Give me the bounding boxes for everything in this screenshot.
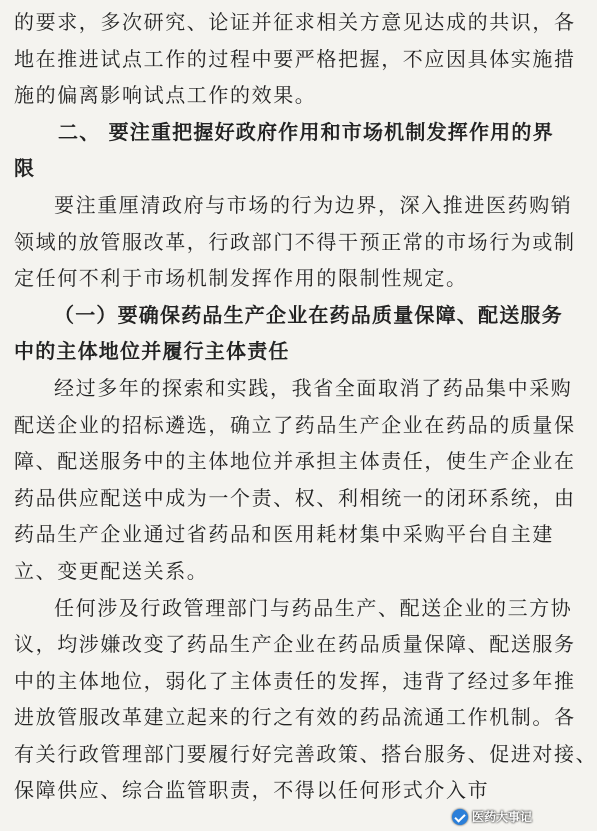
text-line-18: 议，均涉嫌改变了药品生产企业在药品质量保障、配送服务 xyxy=(14,632,576,657)
subsection-heading-1: （一）要确保药品生产企业在药品质量保障、配送服务 xyxy=(54,302,563,327)
text-line-12: 配送企业的招标遴选，确立了药品生产企业在药品的质量保 xyxy=(14,412,576,437)
text-line-1: 的要求，多次研究、论证并征求相关方意见达成的共识，各 xyxy=(14,10,576,34)
text-line-19: 中的主体地位，弱化了主体责任的发挥，违背了经过多年推 xyxy=(14,668,576,693)
watermark xyxy=(452,808,532,825)
watermark-label: 医药大事记 xyxy=(471,810,532,824)
text-line-7: 领域的放管服改革，行政部门不得干预正常的市场行为或制 xyxy=(14,229,576,254)
subsection-heading-1-cont: 中的主体地位并履行主体责任 xyxy=(14,339,290,364)
text-line-22: 保障供应、综合监管职责，不得以任何形式介入市 xyxy=(14,778,490,803)
wechat-check-icon xyxy=(452,809,468,825)
text-line-13: 障、配送服务中的主体地位并承担主体责任，使生产企业在 xyxy=(14,449,576,474)
text-line-20: 进放管服改革建立起来的行之有效的药品流通工作机制。各 xyxy=(14,705,576,730)
section-heading-2-cont: 限 xyxy=(14,156,36,181)
text-line-6: 要注重厘清政府与市场的行为边界，深入推进医药购销 xyxy=(54,192,573,217)
text-line-17: 任何涉及行政管理部门与药品生产、配送企业的三方协 xyxy=(54,595,573,620)
section-heading-2: 二、 要注重把握好政府作用和市场机制发挥作用的界 xyxy=(58,119,554,144)
text-line-11: 经过多年的探索和实践，我省全面取消了药品集中采购 xyxy=(54,375,573,400)
text-line-16: 立、变更配送关系。 xyxy=(14,558,209,583)
text-line-21: 有关行政管理部门要履行好完善政策、搭台服务、促进对接、 xyxy=(14,741,597,766)
text-line-14: 药品供应配送中成为一个责、权、利相统一的闭环系统，由 xyxy=(14,485,576,510)
text-line-2: 地在推进试点工作的过程中要严格把握，不应因具体实施措 xyxy=(14,46,576,71)
text-line-8: 定任何不利于市场机制发挥作用的限制性规定。 xyxy=(14,266,468,291)
text-line-3: 施的偏离影响试点工作的效果。 xyxy=(14,83,317,108)
text-line-15: 药品生产企业通过省药品和医用耗材集中采购平台自主建 xyxy=(14,522,554,547)
